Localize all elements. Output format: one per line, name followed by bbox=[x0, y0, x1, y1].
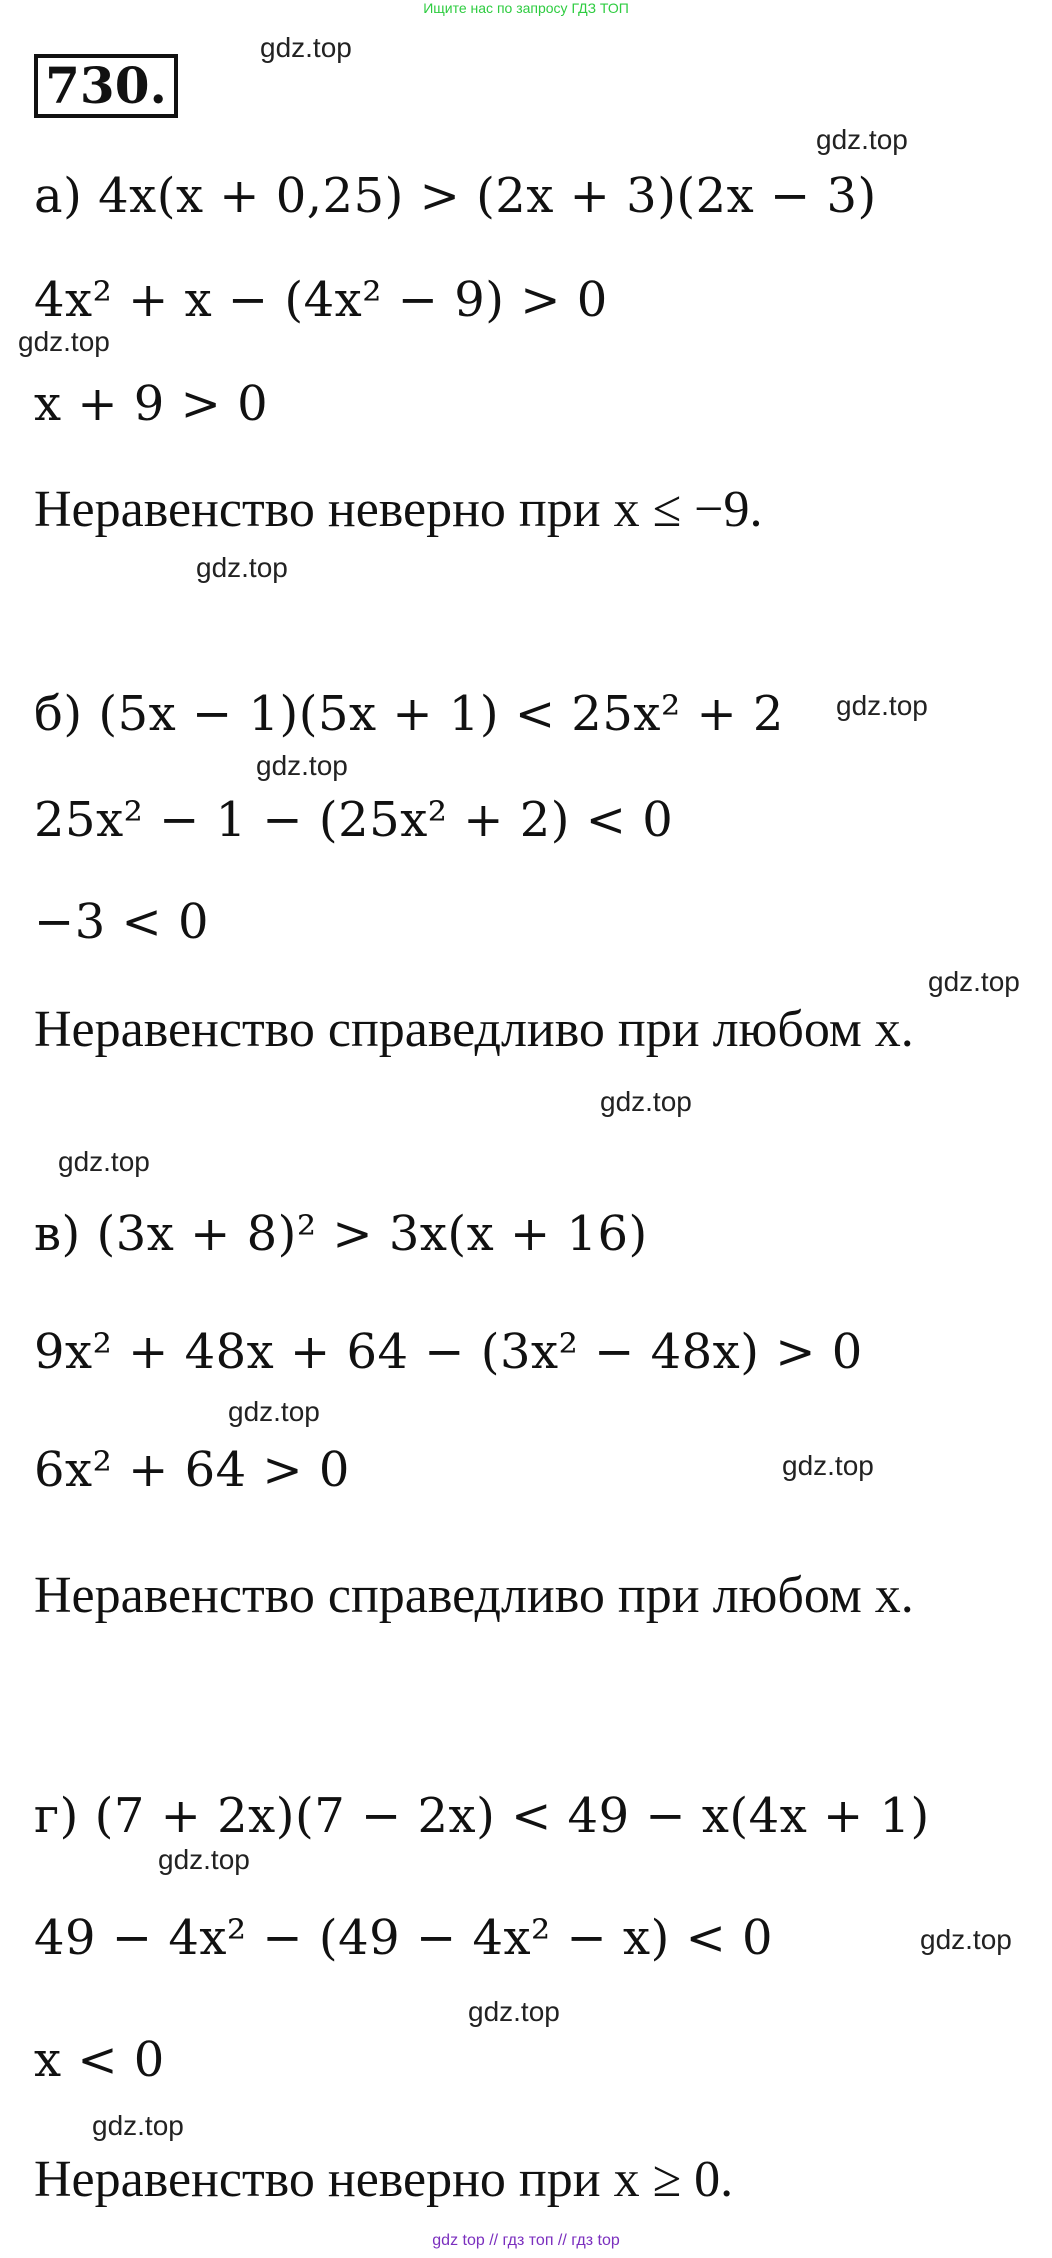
part-v-step1: 9x² + 48x + 64 − (3x² − 48x) > 0 bbox=[34, 1324, 863, 1380]
part-b-conclusion: Неравенство справедливо при любом x. bbox=[34, 1001, 914, 1058]
part-a-inequality: а) 4x(x + 0,25) > (2x + 3)(2x − 3) bbox=[34, 168, 877, 224]
part-g-conclusion: Неравенство неверно при x ≥ 0. bbox=[34, 2151, 734, 2208]
part-g-step2: x < 0 bbox=[34, 2032, 165, 2088]
watermark: gdz.top bbox=[18, 326, 110, 357]
part-b-inequality: б) (5x − 1)(5x + 1) < 25x² + 2 bbox=[34, 686, 784, 742]
watermark: gdz.top bbox=[158, 1844, 250, 1875]
part-a-conclusion: Неравенство неверно при x ≤ −9. bbox=[34, 481, 763, 538]
part-b-step1: 25x² − 1 − (25x² + 2) < 0 bbox=[34, 792, 674, 848]
bottom-banner-link[interactable]: gdz top // гдз топ // гдз top bbox=[432, 2232, 620, 2249]
part-v-inequality: в) (3x + 8)² > 3x(x + 16) bbox=[34, 1206, 648, 1262]
part-v-conclusion: Неравенство справедливо при любом x. bbox=[34, 1567, 914, 1624]
watermark: gdz.top bbox=[260, 32, 352, 63]
part-g-step1: 49 − 4x² − (49 − 4x² − x) < 0 bbox=[34, 1910, 774, 1966]
part-b-step2: −3 < 0 bbox=[34, 894, 210, 950]
watermark: gdz.top bbox=[782, 1450, 874, 1481]
top-banner-link[interactable]: Ищите нас по запросу ГДЗ ТОП bbox=[423, 0, 629, 16]
problem-number: 730. bbox=[34, 54, 178, 118]
watermark: gdz.top bbox=[58, 1146, 150, 1177]
watermark: gdz.top bbox=[920, 1924, 1012, 1955]
watermark: gdz.top bbox=[928, 966, 1020, 997]
part-a-step1: 4x² + x − (4x² − 9) > 0 bbox=[34, 272, 608, 328]
watermark: gdz.top bbox=[256, 750, 348, 781]
watermark: gdz.top bbox=[228, 1396, 320, 1427]
watermark: gdz.top bbox=[196, 552, 288, 583]
watermark: gdz.top bbox=[468, 1996, 560, 2027]
part-v-step2: 6x² + 64 > 0 bbox=[34, 1442, 350, 1498]
watermark: gdz.top bbox=[600, 1086, 692, 1117]
part-a-step2: x + 9 > 0 bbox=[34, 376, 269, 432]
watermark: gdz.top bbox=[836, 690, 928, 721]
watermark: gdz.top bbox=[92, 2110, 184, 2141]
watermark: gdz.top bbox=[816, 124, 908, 155]
part-g-inequality: г) (7 + 2x)(7 − 2x) < 49 − x(4x + 1) bbox=[34, 1788, 930, 1844]
